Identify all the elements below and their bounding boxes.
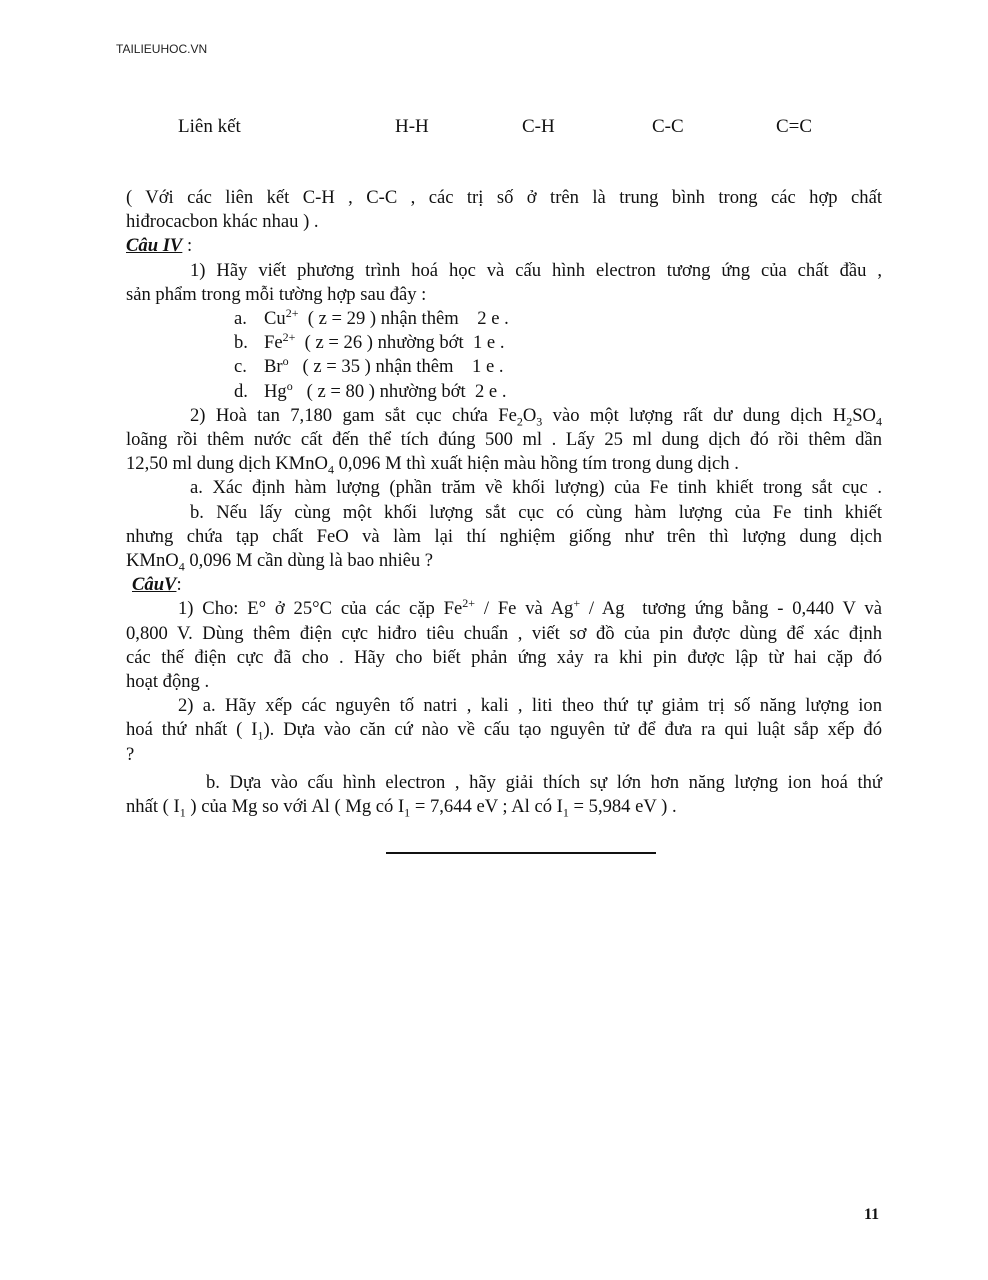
paragraph-line: 2) Hoà tan 7,180 gam sắt cục chứa $Fe_2O_3$ vào một lượng rất dư dung dịch $H_2SO_4$ [190,404,882,429]
bond-cell: C=C [776,116,813,137]
paragraph-line: ? [126,743,135,765]
page-number: 11 [864,1206,880,1223]
list-item: c. Br$^o$ ( z = 35 ) nhận thêm 1 e . [234,354,504,378]
bond-cell: H-H [395,116,429,137]
bond-label: Liên kết [178,116,241,137]
paragraph-line: KMnO$_4$ 0,096 M cần dùng là bao nhiêu ? [126,550,434,574]
question-4-heading: Câu IV : [126,235,193,257]
paragraph-line: a. Xác định hàm lượng (phần trăm về khối lượng) của Fe tinh khiết trong sắt cục . [190,477,882,499]
paragraph-line: sản phẩm trong mỗi tường hợp sau đây : [126,283,427,305]
paragraph-line: b. Nếu lấy cùng một khối lượng sắt cục có cùng hàm lượng của Fe tinh khiết [190,501,882,523]
paragraph-line: 1) Hãy viết phương trình hoá học và cấu hình electron tương ứng của chất đầu , [190,259,882,281]
question-5-heading: CâuV: [132,574,182,596]
list-item: d. Hg$^o$ ( z = 80 ) nhường bớt 2 e . [234,378,507,402]
paragraph-line: nhưng chứa tạp chất FeO và làm lại thí nghiệm giống như trên thì lượng dung dịch [126,525,882,547]
paragraph-line: 2) a. Hãy xếp các nguyên tố natri , kali , liti theo thứ tự giảm trị số năng lượng ion [178,695,882,717]
list-item: b. $Fe^{2+}$ ( z = 26 ) nhường bớt 1 e . [234,330,505,354]
list-item: a. $Cu^{2+}$ ( z = 29 ) nhận thêm 2 e . [234,305,509,330]
note-line: hiđrocacbon khác nhau ) . [126,211,319,233]
end-divider [386,852,656,854]
paragraph-line: hoạt động . [126,671,210,693]
site-watermark: TAILIEUHOC.VN [116,42,208,56]
paragraph-line: hoá thứ nhất ( $I_1$). Dựa vào căn cứ nào về cấu tạo nguyên tử để đưa ra qui luật sắp xếp đó [126,719,882,744]
note-line: ( Với các liên kết C-H , C-C , các trị số ở trên là trung bình trong các hợp chất [126,187,882,208]
paragraph-line: 1) Cho: E° ở 25°C của các cặp $Fe^{2+}$ / Fe và Ag+ / Ag tương ứng bằng - 0,440 V và [178,596,882,620]
heading-text: Câu IV [126,235,183,257]
paragraph-line: các thế điện cực đã cho . Hãy cho biết phản ứng xảy ra khi pin được lập từ hai cặp đó [126,646,882,668]
bond-table-header [0,116,988,144]
paragraph-line: nhất ( $I_1$ ) của Mg so với Al ( Mg có $I_1 = 7,644$ eV ; Al có $I_1 = 5,984$ eV ) . [126,796,677,820]
paragraph-line: loãng rồi thêm nước cất đến thể tích đúng 500 ml . Lấy 25 ml dung dịch đó rồi thêm dần [126,429,882,451]
heading-text: CâuV [132,574,177,596]
bond-cell: C-H [522,116,555,137]
paragraph-line: 12,50 ml dung dịch KMnO$_4$ 0,096 M thì xuất hiện màu hồng tím trong dung dịch . [126,453,739,477]
paragraph-line: 0,800 V. Dùng thêm điện cực hiđro tiêu chuẩn , viết sơ đồ của pin được dùng để xác định [126,622,882,644]
document-body [126,186,882,819]
paragraph-line: b. Dựa vào cấu hình electron , hãy giải thích sự lớn hơn năng lượng ion hoá thứ [206,771,882,793]
bond-cell: C-C [652,116,684,137]
